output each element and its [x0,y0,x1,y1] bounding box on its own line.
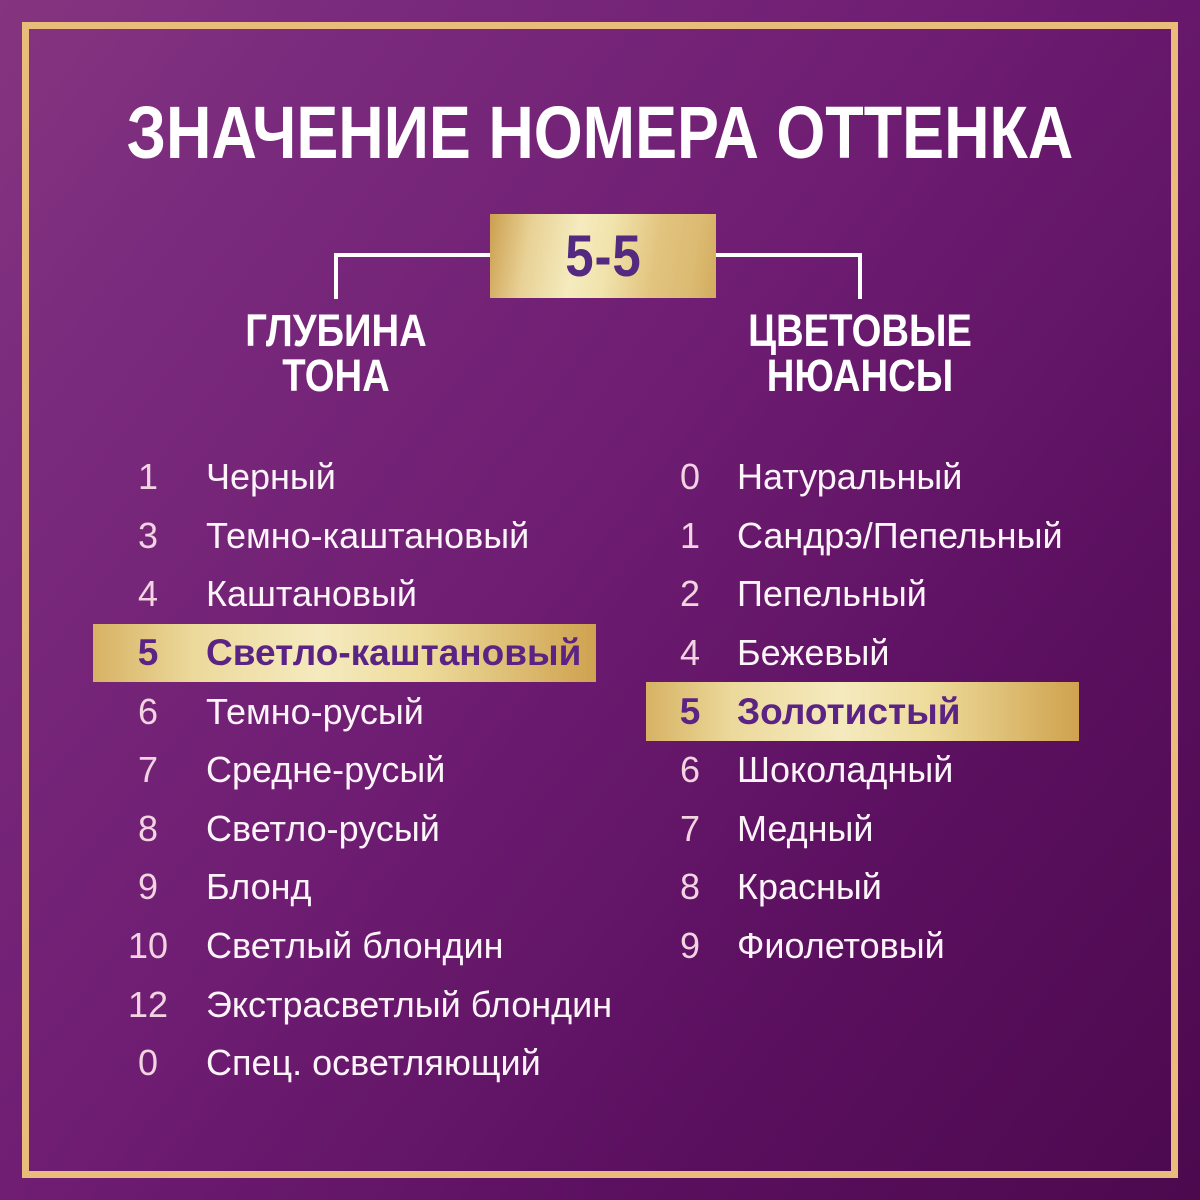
tone-depth-row [93,858,596,917]
row-label: Золотистый [737,690,961,732]
tone-depth-row [93,800,596,859]
row-label: Черный [206,456,336,498]
row-label: Фиолетовый [737,925,945,967]
nuance-row [646,800,1079,859]
row-label: Шоколадный [737,749,954,791]
nuance-row-highlighted [646,682,1079,741]
nuance-row [646,624,1079,683]
tone-depth-row [93,448,596,507]
tone-depth-list [93,448,613,1093]
row-label: Светло-русый [206,807,440,849]
row-number: 8 [137,807,159,849]
row-number: 4 [137,573,159,615]
row-label: Блонд [206,866,312,908]
tone-depth-row [93,565,596,624]
row-number: 12 [127,983,169,1025]
tone-depth-row [93,507,596,566]
row-number: 5 [679,690,701,732]
row-number: 5 [137,632,159,674]
row-label: Светло-каштановый [206,632,582,674]
bracket-left-drop-line [334,253,338,299]
column-header-color-nuances [733,305,988,401]
row-number: 6 [137,690,159,732]
nuance-row [646,858,1079,917]
tone-depth-row-highlighted [93,624,596,683]
column-header-color-nuances-line2: НЮАНСЫ [766,350,954,401]
column-header-tone-depth [209,305,464,401]
tone-depth-row [93,917,596,976]
shade-number-value: 5-5 [564,223,642,289]
row-number: 1 [679,514,701,556]
bracket-right-drop-line [858,253,862,299]
row-label: Сандрэ/Пепельный [737,514,1063,556]
row-number: 7 [679,807,701,849]
page-title: ЗНАЧЕНИЕ НОМЕРА ОТТЕНКА [126,91,1074,174]
column-header-color-nuances-line1: ЦВЕТОВЫЕ [748,305,972,356]
row-label: Средне-русый [206,749,446,791]
row-number: 9 [137,866,159,908]
row-number: 7 [137,749,159,791]
column-header-tone-depth-line1: ГЛУБИНА [245,305,427,356]
row-label: Медный [737,807,874,849]
row-number: 6 [679,749,701,791]
row-label: Бежевый [737,632,890,674]
row-label: Темно-русый [206,690,424,732]
row-label: Красный [737,866,882,908]
row-label: Натуральный [737,456,963,498]
nuance-row [646,448,1079,507]
column-header-tone-depth-line2: ТОНА [282,350,390,401]
nuance-row [646,507,1079,566]
nuance-row [646,741,1079,800]
nuance-row [646,565,1079,624]
row-number: 0 [679,456,701,498]
shade-number-badge [490,214,716,298]
row-label: Светлый блондин [206,925,504,967]
row-number: 2 [679,573,701,615]
row-label: Пепельный [737,573,927,615]
row-number: 0 [137,1042,159,1084]
row-label: Экстрасветлый блондин [206,983,613,1025]
row-number: 10 [127,925,169,967]
row-number: 4 [679,632,701,674]
row-label: Каштановый [206,573,417,615]
row-label: Спец. осветляющий [206,1042,541,1084]
row-number: 8 [679,866,701,908]
row-number: 3 [137,514,159,556]
tone-depth-row [93,975,613,1034]
color-nuances-list [646,448,1079,975]
tone-depth-row [93,741,596,800]
row-number: 9 [679,925,701,967]
tone-depth-row [93,1034,596,1093]
tone-depth-row [93,682,596,741]
nuance-row [646,917,1079,976]
row-number: 1 [137,456,159,498]
row-label: Темно-каштановый [206,514,530,556]
